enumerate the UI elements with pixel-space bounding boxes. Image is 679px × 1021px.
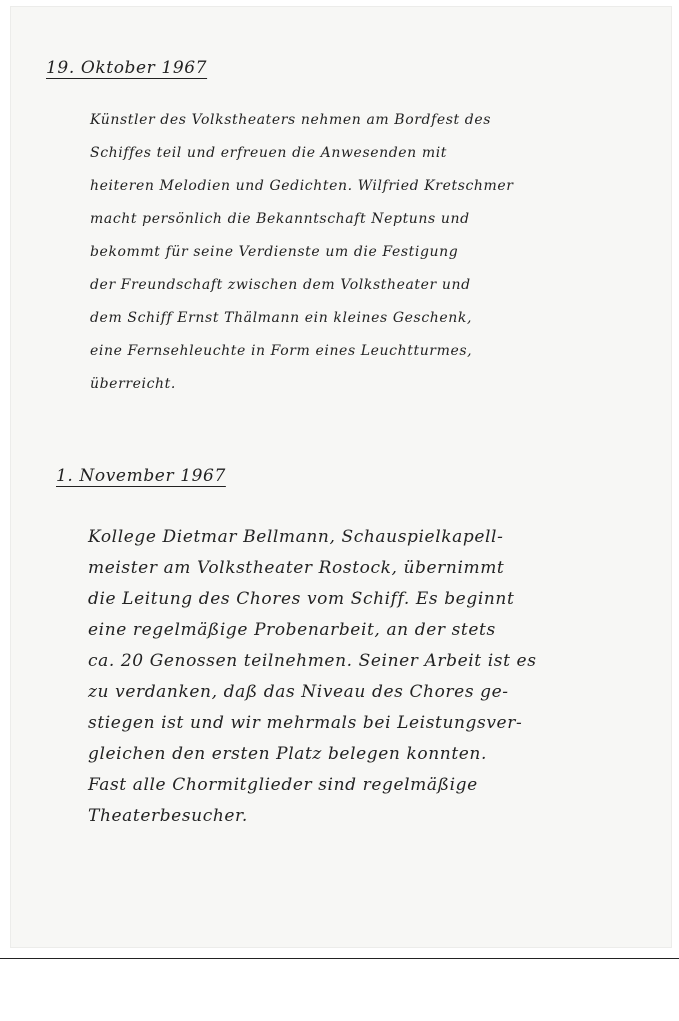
divider-line (0, 958, 679, 959)
text-line: meister am Volkstheater Rostock, übernimmt (88, 558, 505, 578)
text-line: bekommt für seine Verdienste um die Festigung (90, 244, 459, 260)
entry-date-heading: 1. November 1967 (56, 466, 226, 486)
text-line: eine Fernsehleuchte in Form eines Leuchtturmes, (90, 343, 473, 359)
entry-text-block (88, 522, 648, 832)
text-line: Schiffes teil und erfreuen die Anwesenden mit (90, 145, 448, 161)
text-line: zu verdanken, daß das Niveau des Chores ge- (88, 682, 509, 702)
text-line: stiegen ist und wir mehrmals bei Leistungsver- (88, 713, 523, 733)
text-line: macht persönlich die Bekanntschaft Neptuns und (90, 211, 470, 227)
entry-date-heading: 19. Oktober 1967 (46, 58, 208, 78)
text-line: eine regelmäßige Probenarbeit, an der stets (88, 620, 496, 640)
text-line: gleichen den ersten Platz belegen konnten. (88, 744, 487, 764)
text-line: der Freundschaft zwischen dem Volkstheater und (90, 277, 471, 293)
text-line: Künstler des Volkstheaters nehmen am Bordfest des (90, 112, 492, 128)
text-line: heiteren Melodien und Gedichten. Wilfried Kretschmer (90, 178, 514, 194)
text-line: ca. 20 Genossen teilnehmen. Seiner Arbeit ist es (88, 651, 537, 671)
text-line: dem Schiff Ernst Thälmann ein kleines Geschenk, (90, 310, 473, 326)
entry-text-block (90, 104, 610, 401)
text-line: überreicht. (90, 376, 176, 392)
text-line: Kollege Dietmar Bellmann, Schauspielkapell- (88, 527, 504, 547)
text-line: Fast alle Chormitglieder sind regelmäßige (88, 775, 478, 795)
text-line: Theaterbesucher. (88, 806, 248, 826)
text-line: die Leitung des Chores vom Schiff. Es beginnt (88, 589, 515, 609)
